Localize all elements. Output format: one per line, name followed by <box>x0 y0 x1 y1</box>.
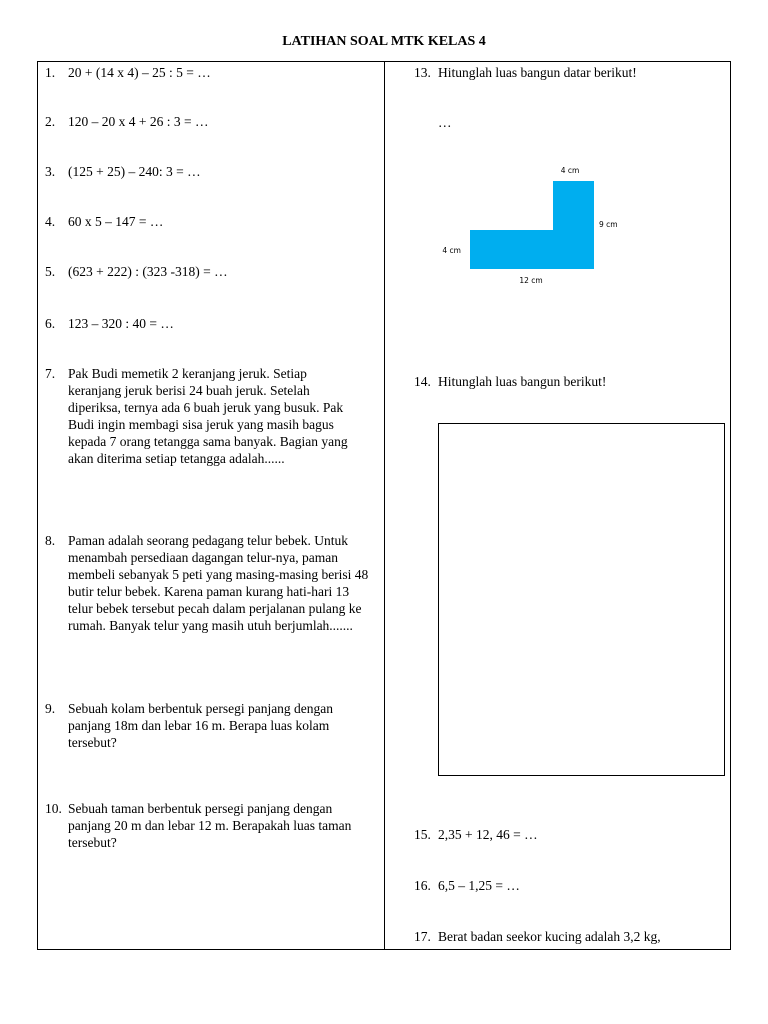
question-text: (623 + 222) : (323 -318) = … <box>68 264 228 279</box>
question-8: 8. Paman adalah seorang pedagang telur bebek. Untuk menambah persediaan dagangan telur-nya, paman membeli sebanyak 5 peti yang masing-masing berisi 48 butir telur bebek. Karena paman kurang hati-hari 13 telur bebek tersebut pecah dalam perjalanan pulang ke rumah. Banyak telur yang masih utuh berjumlah....... <box>45 532 375 634</box>
l-shape-figure <box>438 162 618 292</box>
question-3: 3. (125 + 25) – 240: 3 = … <box>45 163 375 180</box>
page-title: LATIHAN SOAL MTK KELAS 4 <box>282 34 486 49</box>
label-right: 9 cm <box>599 220 618 229</box>
blank-figure-box <box>438 423 725 776</box>
question-text: (125 + 25) – 240: 3 = … <box>68 164 201 179</box>
question-text: 60 x 5 – 147 = … <box>68 214 164 229</box>
question-text: 120 – 20 x 4 + 26 : 3 = … <box>68 114 209 129</box>
question-9: 9. Sebuah kolam berbentuk persegi panjang dengan panjang 18m dan lebar 16 m. Berapa luas kolam tersebut? <box>45 700 375 751</box>
question-15: 15. 2,35 + 12, 46 = … <box>414 826 714 843</box>
question-text: 20 + (14 x 4) – 25 : 5 = … <box>68 65 211 80</box>
question-17: 17. Berat badan seekor kucing adalah 3,2 kg, <box>414 928 714 945</box>
question-10: 10. Sebuah taman berbentuk persegi panjang dengan panjang 20 m dan lebar 12 m. Berapakah luas taman tersebut? <box>45 800 375 851</box>
question-2: 2. 120 – 20 x 4 + 26 : 3 = … <box>45 113 375 130</box>
label-bottom: 12 cm <box>519 276 543 285</box>
label-left: 4 cm <box>442 246 461 255</box>
question-16: 16. 6,5 – 1,25 = … <box>414 877 714 894</box>
question-text: Hitunglah luas bangun berikut! <box>438 374 607 389</box>
question-text: Hitunglah luas bangun datar berikut! <box>438 65 637 80</box>
question-5: 5. (623 + 222) : (323 -318) = … <box>45 263 375 280</box>
question-7: 7. Pak Budi memetik 2 keranjang jeruk. Setiap keranjang jeruk berisi 24 buah jeruk. Setelah diperiksa, ternya ada 6 buah jeruk yang busuk. Pak Budi ingin membagi sisa jeruk yang masih bagus kepada 7 orang tetangga sama banyak. Bagian yang akan diterima setiap tetangga adalah...... <box>45 365 375 467</box>
question-6: 6. 123 – 320 : 40 = … <box>45 315 375 332</box>
column-divider <box>384 62 385 949</box>
question-4: 4. 60 x 5 – 147 = … <box>45 213 375 230</box>
question-text: 123 – 320 : 40 = … <box>68 316 174 331</box>
question-text: 2,35 + 12, 46 = … <box>438 827 538 842</box>
question-14: 14. Hitunglah luas bangun berikut! <box>414 373 714 390</box>
worksheet-table <box>37 61 731 950</box>
question-text: Sebuah kolam berbentuk persegi panjang dengan panjang 18m dan lebar 16 m. Berapa luas kolam tersebut? <box>68 701 334 750</box>
question-text: Sebuah taman berbentuk persegi panjang dengan panjang 20 m dan lebar 12 m. Berapakah luas taman tersebut? <box>68 801 352 850</box>
question-13: 13. Hitunglah luas bangun datar berikut! <box>414 64 714 81</box>
question-text: Berat badan seekor kucing adalah 3,2 kg, <box>438 929 661 944</box>
question-text: Pak Budi memetik 2 keranjang jeruk. Setiap keranjang jeruk berisi 24 buah jeruk. Setelah diperiksa, ternya ada 6 buah jeruk yang busuk. Pak Budi ingin membagi sisa jeruk yang masih bagus kepada 7 orang tetangga sama banyak. Bagian yang akan diterima setiap tetangga adalah...... <box>68 366 348 466</box>
answer-placeholder: … <box>438 115 452 130</box>
question-text: 6,5 – 1,25 = … <box>438 878 520 893</box>
l-shape <box>470 181 594 269</box>
label-top: 4 cm <box>560 166 580 175</box>
question-text: Paman adalah seorang pedagang telur bebek. Untuk menambah persediaan dagangan telur-nya, paman membeli sebanyak 5 peti yang masing-masing berisi 48 butir telur bebek. Karena paman kurang hati-hari 13 telur bebek tersebut pecah dalam perjalanan pulang ke rumah. Banyak telur yang masih utuh berjumlah....... <box>68 533 369 633</box>
question-1: 1. 20 + (14 x 4) – 25 : 5 = … <box>45 64 375 81</box>
